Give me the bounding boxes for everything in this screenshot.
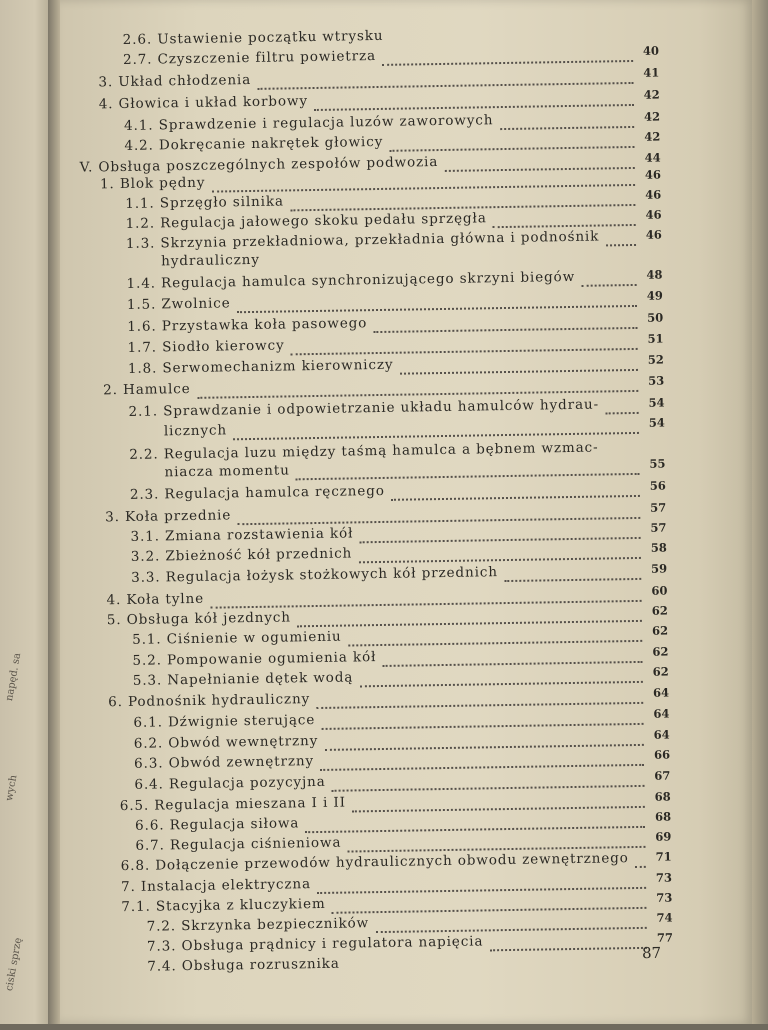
toc-entry-title: 6.6. Regulacja siłowa — [134, 815, 300, 834]
toc-leader-dots — [605, 398, 639, 415]
toc-entry-title: 5.2. Pompowanie ogumienia kół — [132, 649, 377, 669]
toc-leader-dots — [358, 543, 641, 563]
toc-entry-page: 42 — [643, 109, 661, 124]
toc-entry-title: 4. Głowica i układ korbowy — [98, 93, 309, 113]
toc-entry-title: 2. Hamulce — [103, 380, 191, 399]
toc-entry-title: 6. Podnośnik hydrauliczny — [108, 691, 311, 711]
toc-entry-title: 4.1. Sprawdzenie i regulacja luzów zaworowych — [123, 112, 494, 134]
toc-entry-title: 3. Układ chłodzenia — [98, 71, 252, 91]
toc-entry-page: 41 — [643, 65, 660, 80]
toc-leader-dots — [490, 933, 648, 951]
toc-entry-page: 53 — [648, 373, 665, 388]
toc-entry-page: 58 — [650, 540, 667, 555]
toc-entry-page: 64 — [653, 706, 670, 721]
toc-entry-page: 62 — [652, 664, 669, 679]
toc-entry-title: 7. Instalacja elektryczna — [120, 876, 312, 896]
toc-entry-title: 7.2. Skrzynka bezpieczników — [146, 915, 370, 935]
toc-leader-dots — [605, 230, 636, 246]
toc-entry-title: 7.4. Obsługa rozrusznika — [147, 955, 340, 975]
toc-leader-dots — [389, 132, 634, 152]
toc-entry-page: 62 — [651, 603, 668, 618]
toc-leader-dots — [635, 852, 646, 868]
toc-entry-page: 57 — [650, 500, 667, 515]
toc-entry-title: 1.5. Zwolnice — [126, 295, 231, 313]
toc-entry-page: 69 — [655, 829, 672, 844]
toc-entry-title: 3.3. Regulacja łożysk stożkowych kół przednich — [131, 564, 499, 586]
toc-entry-title: 5.3. Napełnianie dętek wodą — [132, 669, 354, 689]
toc-entry-page: 59 — [651, 561, 668, 576]
toc-leader-dots — [499, 112, 634, 130]
toc-entry-title: 6.1. Dźwignie sterujące — [133, 712, 316, 731]
toc-leader-dots — [581, 270, 636, 287]
toc-entry-title: 1.4. Regulacja hamulca synchronizującego skrzyni biegów — [126, 268, 576, 292]
toc-entry-title: V. Obsługa poszczególnych zespołów podwozia — [79, 154, 439, 176]
toc-entry-page: 66 — [653, 747, 671, 762]
toc-entry-title: 6.5. Regulacja mieszana I i II — [119, 794, 346, 815]
toc-entry-title: 2.2. Regulacja luzu między taśmą hamulca a bębnem wzmac- — [129, 439, 599, 463]
toc-leader-dots — [197, 376, 639, 399]
toc-entry-page: 54 — [648, 395, 665, 410]
toc-entry-page: 62 — [652, 644, 669, 659]
toc-entry-title: licznych — [163, 422, 228, 440]
toc-entry-title: 1.6. Przystawka koła pasowego — [127, 315, 368, 335]
toc-entry-page: 46 — [644, 167, 662, 182]
toc-entry-page: 64 — [653, 727, 670, 742]
toc-leader-dots — [316, 688, 643, 709]
toc-leader-dots — [296, 459, 640, 480]
page-number: 87 — [641, 943, 662, 963]
toc-leader-dots — [373, 313, 637, 333]
toc-leader-dots — [237, 291, 637, 313]
toc-leader-dots — [348, 626, 643, 647]
left-page-fragment: napęd. sa — [4, 652, 24, 702]
left-page-fragment: ciski sprzę — [4, 936, 25, 992]
toc-entry-page: 46 — [645, 207, 662, 222]
toc-entry-title: 5. Obsługa kół jezdnych — [106, 609, 292, 629]
toc-entry-title: 6.8. Dołączenie przewodów hydraulicznych obwodu zewnętrznego — [120, 850, 629, 875]
toc-entry-title: 7.3. Obsługa prądnicy i regulatora napięcia — [146, 933, 484, 955]
toc-entry-page: 55 — [649, 456, 666, 471]
toc-leader-dots — [382, 46, 633, 66]
toc-leader-dots — [375, 913, 647, 933]
toc-entry-page: 71 — [655, 849, 672, 864]
toc-entry-page: 73 — [655, 870, 673, 885]
toc-entry-title: 1.2. Regulacja jałowego skoku pedału sprzęgła — [125, 210, 487, 232]
toc-entry-page: 46 — [645, 187, 662, 202]
toc-entry-page: 50 — [647, 310, 664, 325]
toc-entry-page: 54 — [648, 415, 665, 430]
toc-entry-title: 4.2. Dokręcanie nakrętek głowicy — [124, 133, 384, 154]
toc-leader-dots — [320, 750, 644, 771]
toc-leader-dots — [352, 792, 645, 813]
toc-entry-page: 74 — [656, 910, 673, 925]
toc-entry-title: 7.1. Stacyjka z kluczykiem — [121, 895, 326, 916]
toc-entry-page: 73 — [656, 890, 673, 905]
toc-leader-dots — [257, 68, 633, 90]
toc-entry-title: 6.2. Obwód wewnętrzny — [133, 733, 319, 752]
toc-entry-page: 51 — [647, 331, 664, 346]
toc-entry-title: 5.1. Ciśnienie w ogumieniu — [132, 628, 342, 648]
toc-leader-dots — [391, 481, 640, 501]
toc-entry-title: 3. Koła przednie — [105, 507, 232, 526]
toc-entry-page: 60 — [651, 583, 668, 598]
toc-entry-page: 56 — [649, 478, 666, 493]
toc-entry-page: 57 — [650, 520, 667, 535]
toc-leader-dots — [233, 418, 639, 440]
toc-entry-page: 68 — [654, 809, 672, 824]
toc-leader-dots — [382, 647, 642, 667]
toc-leader-dots — [291, 334, 638, 355]
toc-leader-dots — [359, 667, 643, 687]
toc-entry-page: 64 — [652, 685, 670, 700]
toc-leader-dots — [400, 355, 638, 375]
toc-entry-page: 67 — [654, 768, 671, 783]
toc-entry-page: 40 — [642, 43, 660, 58]
toc-entry-title: hydrauliczny — [161, 251, 260, 270]
toc-leader-dots — [321, 709, 643, 730]
toc-entry-page: 44 — [644, 150, 661, 165]
toc-entry-title: 1.7. Siodło kierowcy — [127, 337, 285, 356]
toc-entry-title: 1.3. Skrzynia przekładniowa, przekładnia główna i podnośnik — [125, 228, 600, 252]
toc-entry-title: 1.8. Serwomechanizm kierowniczy — [127, 356, 394, 377]
toc-leader-dots — [314, 90, 634, 111]
toc-entry-page: 48 — [646, 267, 663, 282]
toc-entry-title: 6.3. Obwód zewnętrzny — [133, 753, 315, 772]
toc-entry-title: 2.6. Ustawienie początku wtrysku — [122, 27, 384, 48]
toc-entry-title: 3.2. Zbieżność kół przednich — [130, 545, 353, 565]
toc-entry-title: 2.3. Regulacja hamulca ręcznego — [129, 482, 385, 503]
toc-entry-page: 42 — [643, 87, 660, 102]
toc-entry-title: 2.7. Czyszczenie filtru powietrza — [122, 48, 377, 68]
toc-leader-dots — [332, 771, 645, 792]
toc-leader-dots — [504, 564, 641, 582]
toc-entry-title: 2.1. Sprawdzanie i odpowietrzanie układu hamulców hydrau- — [128, 396, 600, 420]
toc-entry-page: 68 — [654, 789, 671, 804]
toc-entry-title: niacza momentu — [164, 462, 290, 481]
left-page-fragment: wych — [4, 774, 20, 802]
toc-entry-title: 6.4. Regulacja pozycyjna — [134, 773, 326, 793]
toc-entry-title: 1.1. Sprzęgło silnika — [125, 193, 285, 212]
toc-entry-title: 1. Blok pędny — [99, 174, 206, 193]
toc-leader-dots — [347, 832, 645, 853]
toc-entry-page: 77 — [656, 930, 674, 945]
toc-entry-title: 3.1. Zmiana rozstawienia kół — [130, 525, 354, 545]
toc-entry-page: 42 — [644, 129, 661, 144]
toc-entry-page: 46 — [645, 227, 662, 242]
toc-leader-dots — [493, 210, 636, 228]
toc-entry-page: 62 — [651, 623, 669, 638]
toc-leader-dots — [359, 523, 640, 543]
toc-entry-page: 52 — [647, 352, 664, 367]
toc-entry-page: 49 — [646, 288, 663, 303]
toc-entry-title: 4. Koła tylne — [106, 590, 205, 609]
toc-entry-title: 6.7. Regulacja ciśnieniowa — [135, 834, 342, 854]
